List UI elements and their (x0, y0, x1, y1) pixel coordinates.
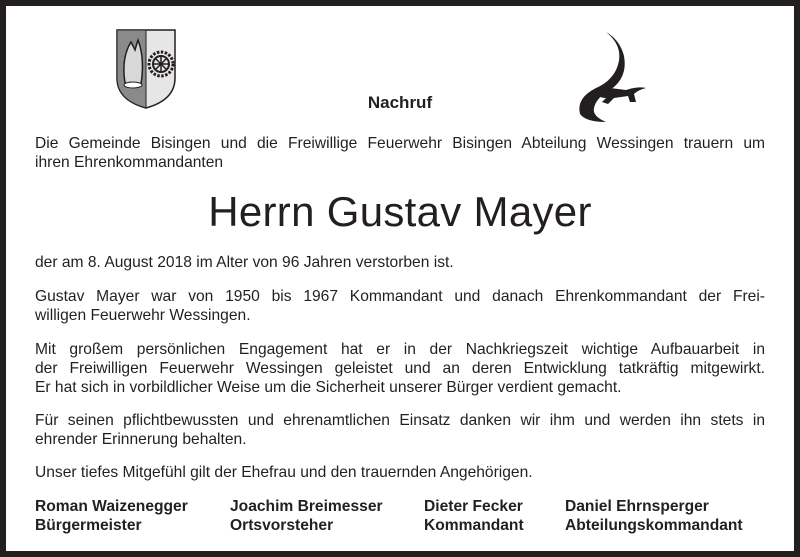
text-line: der Freiwilligen Feuerwehr Wessingen geleistet und an deren Entwicklung tatkräftig mitgewirkt. (35, 360, 765, 377)
paragraph-condolence (35, 463, 765, 482)
signature-name: Joachim Breimesser (230, 498, 383, 515)
signature-name: Roman Waizenegger (35, 498, 188, 515)
text-line: Mit großem persönlichen Engagement hat er in der Nachkriegszeit wichtige Aufbauarbeit in (35, 341, 765, 358)
paragraph-thanks (35, 411, 765, 449)
signature-name: Daniel Ehrnsperger (565, 498, 709, 515)
text-line: Die Gemeinde Bisingen und die Freiwillige Feuerwehr Bisingen Abteilung Wessingen trauern um (35, 135, 765, 152)
paragraph-engagement (35, 340, 765, 397)
signature (424, 497, 524, 535)
paragraph-career (35, 287, 765, 325)
heading: Nachruf (367, 93, 433, 112)
text-line: Für seinen pflichtbewussten und ehrenamtlichen Einsatz danken wir ihm und werden ihn stets in (35, 412, 765, 429)
text-line: Unser tiefes Mitgefühl gilt der Ehefrau und den trauernden Angehörigen. (35, 464, 533, 481)
text-line: ehrender Erinnerung behalten. (35, 431, 247, 448)
signature-title: Abteilungskommandant (565, 517, 743, 534)
deceased-name: Herrn Gustav Mayer (208, 188, 592, 235)
text-line: ihren Ehrenkommandanten (35, 154, 224, 171)
text-line: der am 8. August 2018 im Alter von 96 Jahren verstorben ist. (35, 254, 454, 271)
intro-paragraph (35, 134, 765, 172)
signature-name: Dieter Fecker (424, 498, 523, 515)
signature (565, 497, 743, 535)
text-line: Gustav Mayer war von 1950 bis 1967 Kommandant und danach Ehrenkommandant der Frei- (35, 288, 765, 305)
text-line: willigen Feuerwehr Wessingen. (35, 307, 251, 324)
signature-title: Bürgermeister (35, 517, 142, 534)
paragraph-death-date (35, 253, 765, 272)
text-line: Er hat sich in vorbildlicher Weise um die Sicherheit unserer Bürger verdient gemacht. (35, 379, 622, 396)
signature-title: Kommandant (424, 517, 524, 534)
signature (230, 497, 383, 535)
signature-title: Ortsvorsteher (230, 517, 334, 534)
signature (35, 497, 188, 535)
